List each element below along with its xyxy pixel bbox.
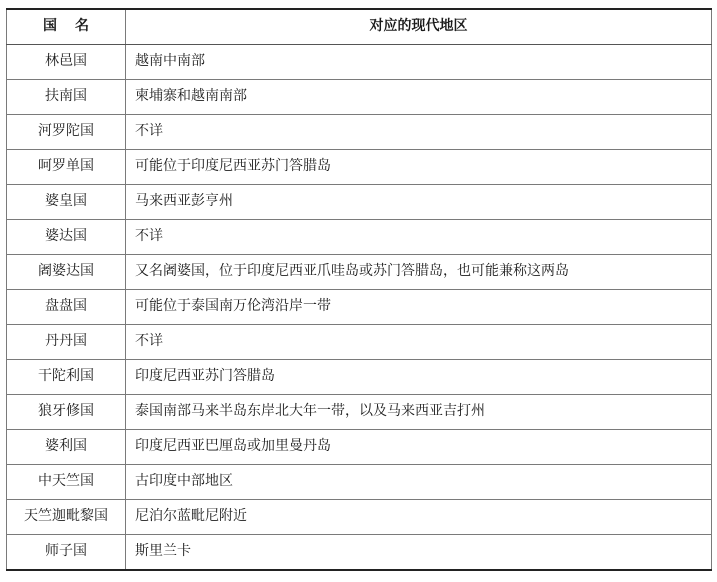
country-name-cell: 婆利国 <box>7 430 126 465</box>
country-name-cell: 干陀利国 <box>7 360 126 395</box>
modern-region-cell: 印度尼西亚苏门答腊岛 <box>126 360 712 395</box>
country-name-cell: 扶南国 <box>7 80 126 115</box>
modern-region-cell: 斯里兰卡 <box>126 535 712 571</box>
modern-region-cell: 印度尼西亚巴厘岛或加里曼丹岛 <box>126 430 712 465</box>
modern-region-cell: 柬埔寨和越南南部 <box>126 80 712 115</box>
table-row <box>7 150 712 185</box>
country-region-table <box>6 8 712 571</box>
country-name-cell: 师子国 <box>7 535 126 571</box>
modern-region-cell: 可能位于泰国南万伦湾沿岸一带 <box>126 290 712 325</box>
country-name-cell: 阇婆达国 <box>7 255 126 290</box>
table-row <box>7 185 712 220</box>
header-modern-region: 对应的现代地区 <box>126 9 712 45</box>
modern-region-cell: 可能位于印度尼西亚苏门答腊岛 <box>126 150 712 185</box>
header-row <box>7 9 712 45</box>
modern-region-cell: 又名阇婆国，位于印度尼西亚爪哇岛或苏门答腊岛，也可能兼称这两岛 <box>126 255 712 290</box>
country-name-cell: 呵罗单国 <box>7 150 126 185</box>
country-name-cell: 狼牙修国 <box>7 395 126 430</box>
country-name-cell: 天竺迦毗黎国 <box>7 500 126 535</box>
table-row <box>7 535 712 571</box>
table-row <box>7 255 712 290</box>
table-row <box>7 115 712 150</box>
country-name-cell: 婆皇国 <box>7 185 126 220</box>
table-body <box>7 45 712 571</box>
table-row <box>7 500 712 535</box>
country-name-cell: 丹丹国 <box>7 325 126 360</box>
modern-region-cell: 不详 <box>126 325 712 360</box>
modern-region-cell: 古印度中部地区 <box>126 465 712 500</box>
table-row <box>7 430 712 465</box>
table-row <box>7 395 712 430</box>
country-name-cell: 河罗陀国 <box>7 115 126 150</box>
header-country-name: 国名 <box>7 9 126 45</box>
modern-region-cell: 越南中南部 <box>126 45 712 80</box>
modern-region-cell: 马来西亚彭亨州 <box>126 185 712 220</box>
table-row <box>7 45 712 80</box>
modern-region-cell: 不详 <box>126 115 712 150</box>
table-header <box>7 9 712 45</box>
table-row <box>7 325 712 360</box>
modern-region-cell: 泰国南部马来半岛东岸北大年一带，以及马来西亚吉打州 <box>126 395 712 430</box>
table-row <box>7 465 712 500</box>
modern-region-cell: 尼泊尔蓝毗尼附近 <box>126 500 712 535</box>
country-name-cell: 盘盘国 <box>7 290 126 325</box>
table-row <box>7 220 712 255</box>
country-name-cell: 中天竺国 <box>7 465 126 500</box>
table-row <box>7 290 712 325</box>
table-row <box>7 360 712 395</box>
table-row <box>7 80 712 115</box>
country-name-cell: 婆达国 <box>7 220 126 255</box>
modern-region-cell: 不详 <box>126 220 712 255</box>
country-name-cell: 林邑国 <box>7 45 126 80</box>
